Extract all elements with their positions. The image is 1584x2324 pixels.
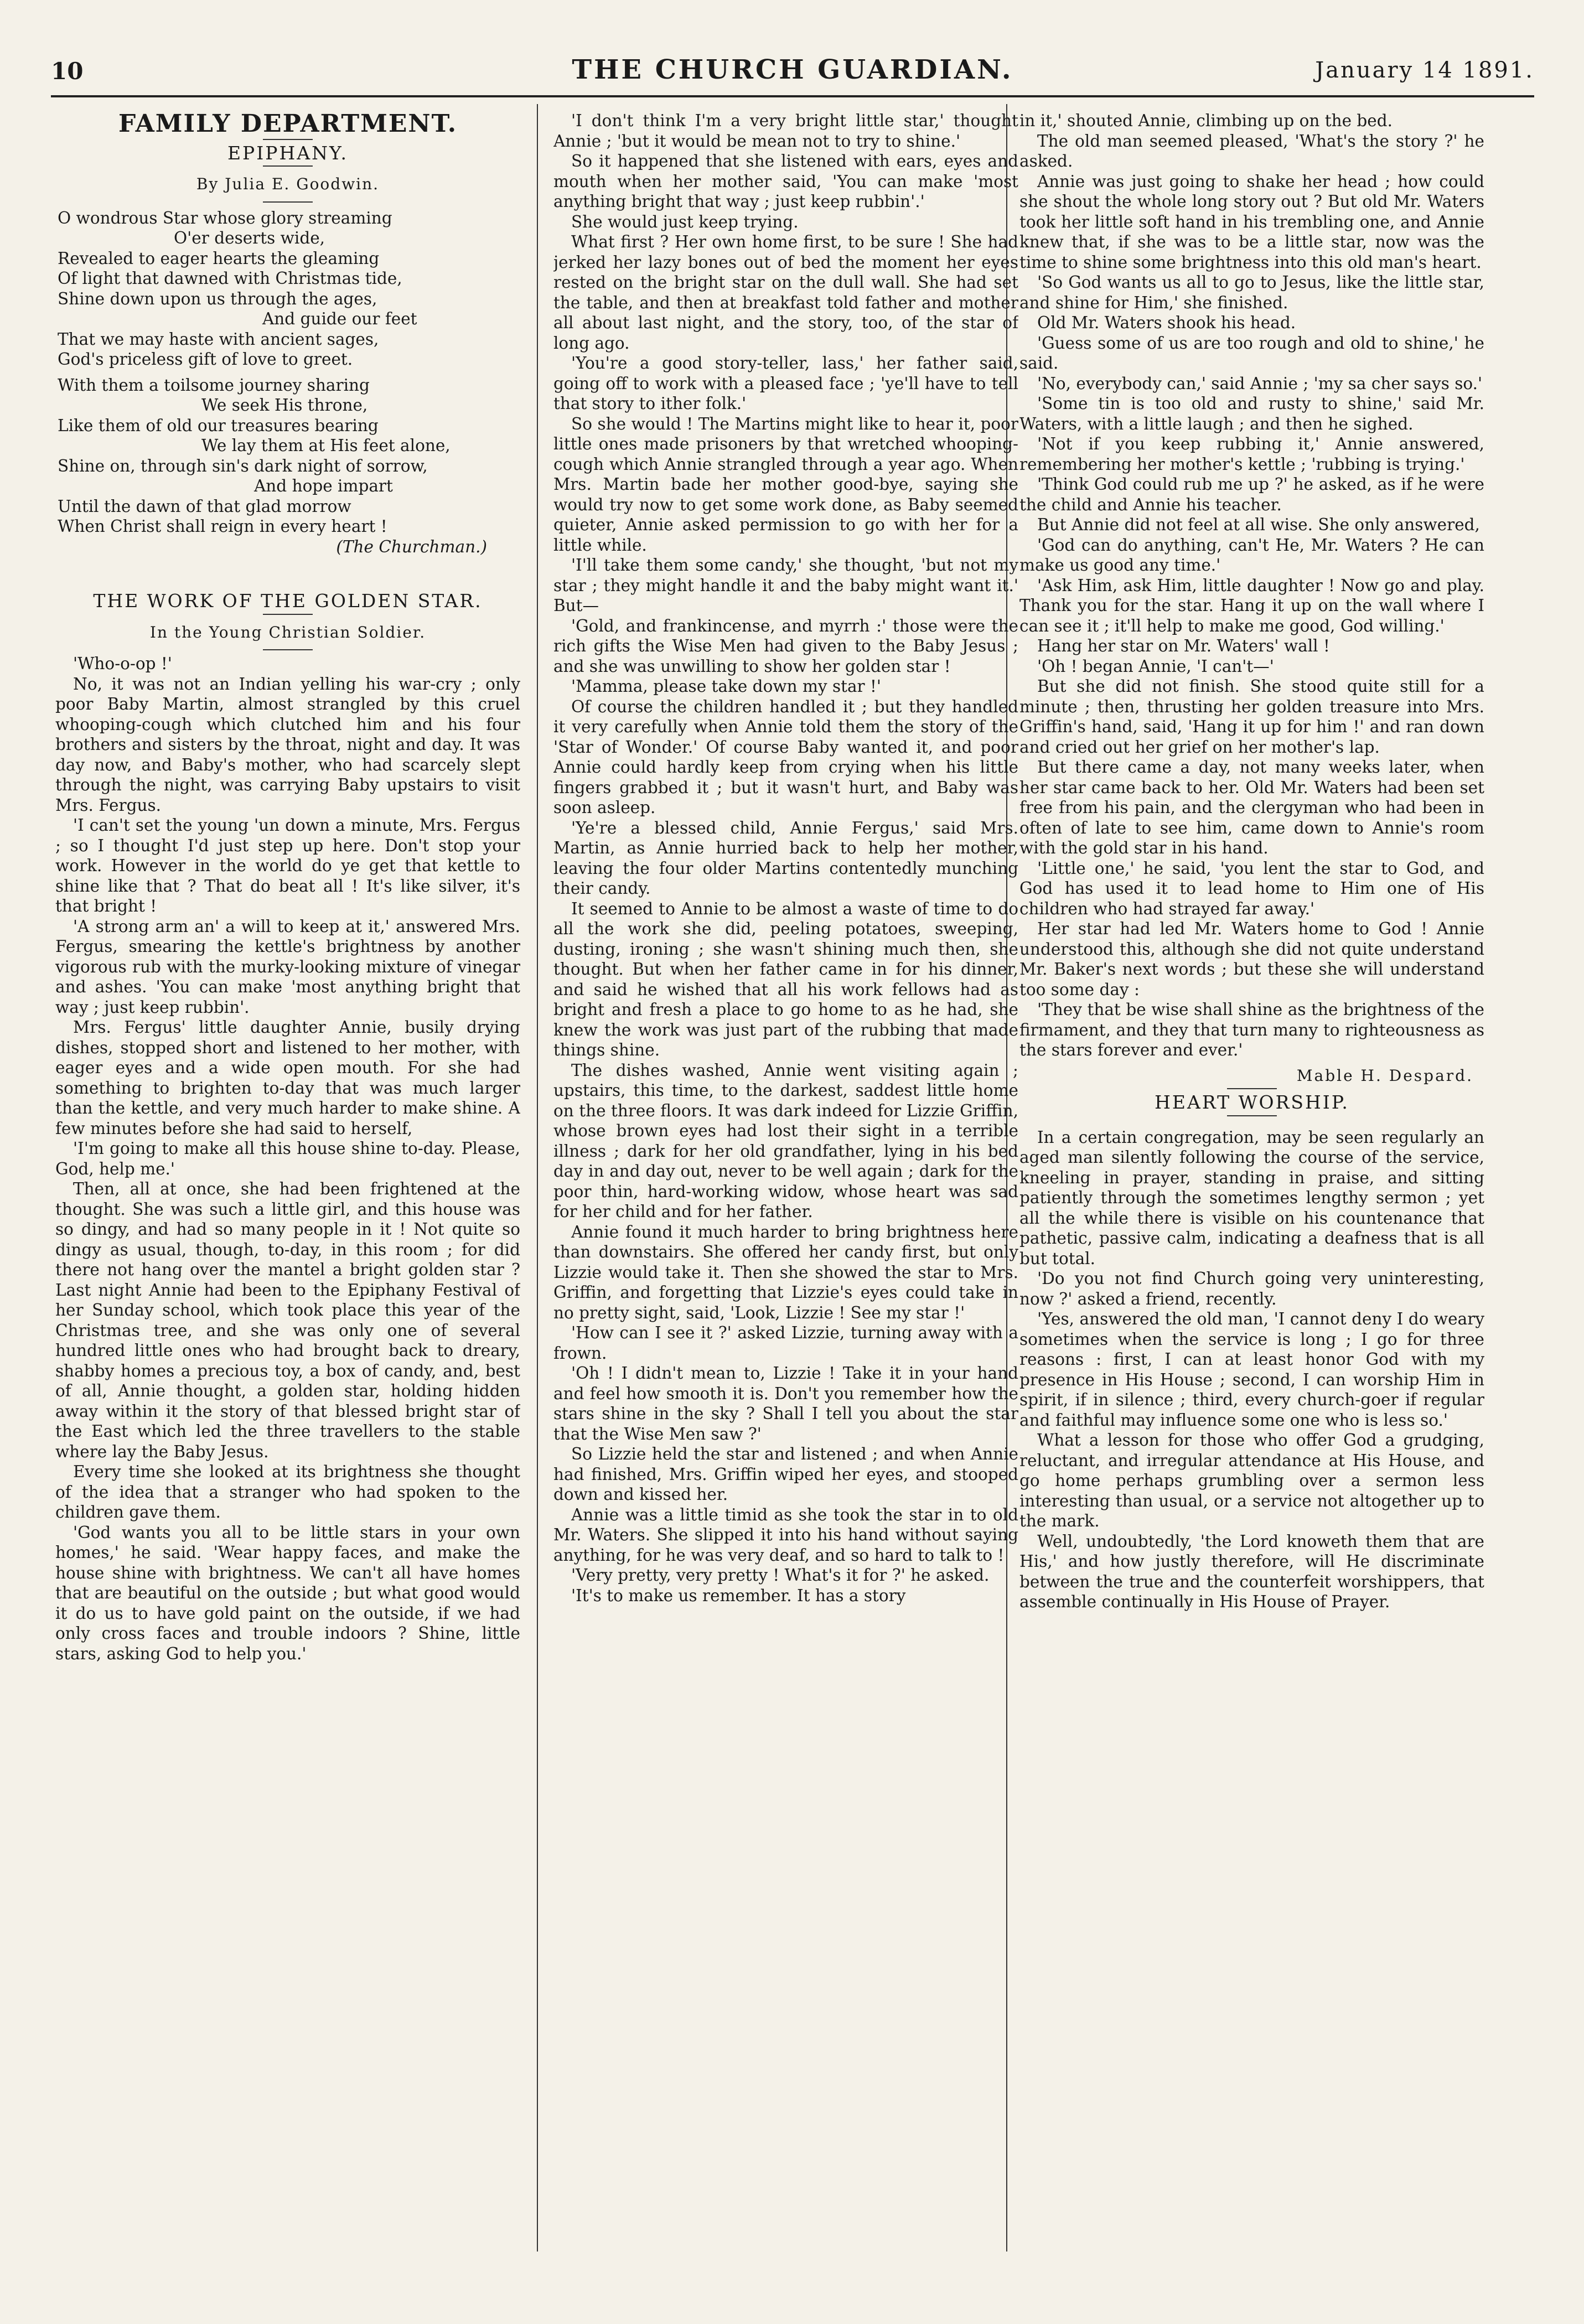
story-paragraph: The old man seemed pleased, 'What's the story ?' he asked. — [1019, 131, 1484, 170]
story-paragraph: So it happened that she listened with ears, eyes and mouth when her mother said, 'You can make 'most anything bright that way ; just keep rubbin'.' — [553, 152, 1018, 211]
story-paragraph: 'God can do anything, can't He, Mr. Waters ? He can make us good any time.' — [1019, 535, 1484, 574]
story-paragraph: So she would ! The Martins might like to hear it, poor little ones made prisoners by that wretched whooping-cough which Annie strangled through a year ago. When Mrs. Martin bade her mother good-bye, saying she would try now to get some work done, as Baby seemed quieter, Annie asked permission to go with her for a little while. — [553, 414, 1018, 555]
author-signature: Mable H. Despard. — [1296, 1066, 1473, 1085]
story-paragraph: 'You're a good story-teller, lass,' her father said, going off to work with a pleased face ; 'ye'll have to tell that story to ither folk.' — [553, 354, 1018, 413]
column-divider — [537, 104, 538, 2251]
story-paragraph: The dishes washed, Annie went visiting again ; upstairs, this time, to the darkest, saddest little home on the three floors. It was dark indeed for Lizzie Griffin, whose brown eyes had lost their sight in a terrible illness ; dark for her old grandfather, lying in his bed day in and day out, never to be well again ; dark for the poor thin, hard-working widow, whose heart was sad for her child and for her father. — [553, 1060, 1018, 1221]
story-paragraph: 'How can I see it ?' asked Lizzie, turning away with a frown. — [553, 1323, 1018, 1363]
divider — [263, 649, 313, 650]
article-paragraph: What a lesson for those who offer God a grudging, reluctant, and irregular attendance at His House, and go home perhaps grumbling over a sermon less interesting than usual, or a service not altogether up to the mark. — [1019, 1431, 1484, 1530]
story-paragraph: 'I'm going to make all this house shine to-day. Please, God, help me.' — [55, 1139, 520, 1178]
story-paragraph: 'Guess some of us are too rough and old to shine,' he said. — [1019, 333, 1484, 372]
poem-title: EPIPHANY. — [227, 142, 349, 164]
poem-line: With them a toilsome journey sharing — [58, 375, 370, 395]
divider — [263, 165, 313, 167]
poem-source: (The Churchman.) — [336, 537, 487, 556]
poem-line: When Christ shall reign in every heart ! — [58, 517, 387, 536]
poem-line: We seek His throne, — [201, 396, 368, 415]
poem-line: O wondrous Star whose glory streaming — [58, 208, 392, 227]
poem-line: We lay them at His feet alone, — [201, 436, 451, 455]
issue-date: January 14 1891. — [1315, 58, 1534, 83]
story-paragraph: No, it was not an Indian yelling his war-cry ; only poor Baby Martin, almost strangled by this cruel whooping-cough which clutched him and his four brothers and sisters by the throat, night and day. It was day now, and Baby's mother, who had scarcely slept through the night, was carrying Baby upstairs to visit Mrs. Fergus. — [55, 674, 520, 815]
divider — [1227, 1088, 1277, 1089]
article-paragraph: 'Yes, answered the old man, 'I cannot deny I do weary sometimes when the service is long ; I go for three reasons : first, I can at least honor God with my presence in His House ; second, I can worship Him in spirit, if in silence ; third, every church-goer if regular and faithful may influence some one who is less so.' — [1019, 1309, 1484, 1430]
story-paragraph: 'So God wants us all to go to Jesus, like the little star, and shine for Him,' she finished. — [1019, 273, 1484, 312]
story-paragraph: 'Some tin is too old and rusty to shine,' said Mr. Waters, with a little laugh ; and then he sighed. — [1019, 394, 1484, 433]
article-paragraph: 'Do you not find Church going very uninteresting, now ?' asked a friend, recently. — [1019, 1269, 1484, 1308]
poem-line: Like them of old our treasures bearing — [58, 416, 379, 435]
story-paragraph: 'Ye're a blessed child, Annie Fergus,' said Mrs. Martin, as Annie hurried back to help her mother, leaving the four older Martins contentedly munching their candy. — [553, 818, 1018, 898]
story-paragraph: 'Not if you keep rubbing it,' Annie answered, remembering her mother's kettle ; 'rubbing is trying.' — [1019, 434, 1484, 474]
story-paragraph: 'A strong arm an' a will to keep at it,' answered Mrs. Fergus, smearing the kettle's brightness by another vigorous rub with the murky-looking mixture of vinegar and ashes. 'You can make 'most anything bright that way ; just keep rubbin'. — [55, 917, 520, 1017]
column-2 — [553, 111, 1018, 2258]
story-paragraph: Her star had led Mr. Waters home to God ! Annie understood this, although she did not quite understand Mr. Baker's next words ; but these she will understand too some day : — [1019, 919, 1484, 999]
poem-line: Until the dawn of that glad morrow — [58, 496, 351, 516]
story-paragraph: So Lizzie held the star and listened ; and when Annie had finished, Mrs. Griffin wiped her eyes, and stooped down and kissed her. — [553, 1445, 1018, 1504]
story-paragraph: 'Mamma, please take down my star !' — [571, 677, 881, 696]
story-paragraph: But there came a day, not many weeks later, when her star came back to her. Old Mr. Waters had been set free from his pain, and the clergyman who had been in often of late to see him, came down to Annie's room with the gold star in his hand. — [1019, 758, 1484, 857]
column-1 — [55, 111, 520, 2258]
story-paragraph: Annie was just going to shake her head ; how could she shout the whole long story out ? But old Mr. Waters took her little soft hand in his trembling one, and Annie knew that, if she was to be a little star, now was the time to shine some brightness into this old man's heart. — [1019, 172, 1484, 272]
story-paragraph: Annie found it much harder to bring brightness here than downstairs. She offered her candy first, but only Lizzie would take it. Then she showed the star to Mrs. Griffin, and forgetting that Lizzie's eyes could take in no pretty sight, said, 'Look, Lizzie ! See my star !' — [553, 1222, 1018, 1322]
poem-line: God's priceless gift of love to greet. — [58, 350, 353, 369]
story-paragraph: Hang her star on Mr. Waters' wall ! — [1037, 636, 1330, 655]
column-3 — [1019, 111, 1484, 2258]
poem-byline: By Julia E. Goodwin. — [196, 175, 380, 193]
story-paragraph: Annie was a little timid as she took the star in to old Mr. Waters. She slipped it into his hand without saying anything, for he was very deaf, and so hard to talk to ! — [553, 1505, 1018, 1565]
story-paragraph: 'God wants you all to be little stars in your own homes,' he said. 'Wear happy faces, and make the house shine with brightness. We can't all have homes that are beautiful on the outside ; but what good would it do us to have gold paint on the outside, if we had only cross faces and trouble indoors ? Shine, little stars, asking God to help you.' — [55, 1523, 520, 1663]
story-paragraph: 'Gold, and frankincense, and myrrh :' those were the rich gifts the Wise Men had given to the Baby Jesus ; and she was unwilling to show her golden star ! — [553, 616, 1018, 676]
story-paragraph: in it,' shouted Annie, climbing up on the bed. — [1019, 111, 1393, 130]
story-paragraph: Old Mr. Waters shook his head. — [1037, 313, 1296, 332]
story-paragraph: But Annie did not feel at all wise. She only answered, — [1037, 515, 1480, 534]
story-paragraph: Every time she looked at its brightness she thought of the idea that a stranger who had spoken to the children gave them. — [55, 1462, 520, 1521]
article-title: HEART WORSHIP. — [1155, 1091, 1349, 1113]
story-paragraph: Then, all at once, she had been frightened at the thought. She was such a little girl, and this house was so dingy, and had so many people in it ! Not quite so dingy as usual, though, to-day, in this room ; for did there not hang over the mantel a bright golden star ? Last night Annie had been to the Epiphany Festival of her Sunday school, which took place this year of the Christmas tree, and she was only one of several hundred little ones who had brought back to dreary, shabby homes a precious toy, a box of candy, and, best of all, Annie thought, a golden star, holding hidden away within it the story of that blessed bright star of the East which led the three travellers to the stable where lay the Baby Jesus. — [55, 1179, 520, 1461]
poem-line: O'er deserts wide, — [174, 229, 325, 247]
story-paragraph: Of course the children handled it ; but they handled it very carefully when Annie told them the story of the 'Star of Wonder.' Of course Baby wanted it, and poor Annie could hardly keep from crying when his little fingers grabbed it ; but it wasn't hurt, and Baby was soon asleep. — [553, 697, 1018, 817]
divider — [263, 139, 313, 140]
poem-line: And hope impart — [254, 477, 393, 495]
story-paragraph: 'Oh ! began Annie, 'I can't—' — [1037, 656, 1274, 676]
article-paragraph: In a certain congregation, may be seen regularly an aged man silently following the course of the service, kneeling in prayer, standing in praise, and sitting patiently through the sometimes lengthy sermon ; yet all the while there is visible on his countenance that pathetic, passive calm, indicating a deafness that is all but total. — [1019, 1127, 1484, 1268]
poem-line: Revealed to eager hearts the gleaming — [58, 249, 380, 268]
article-paragraph: Well, undoubtedly, 'the Lord knoweth them that are His,' and how justly therefore, will He discriminate between the true and the counterfeit worshippers, that assemble continually in His House of Prayer. — [1019, 1531, 1484, 1611]
story-paragraph: She would just keep trying. — [571, 212, 799, 231]
divider — [1227, 1115, 1277, 1116]
divider — [263, 614, 313, 615]
newspaper-title: THE CHURCH GUARDIAN. — [572, 54, 1013, 85]
story-paragraph: Mrs. Fergus' little daughter Annie, busily drying dishes, stopped short and listened to her mother, with eager eyes and a wide open mouth. For she had something to brighten to-day that was much larger than the kettle, and very much harder to make shine. A few minutes before she had said to herself, — [55, 1018, 520, 1138]
story-paragraph: 'Oh ! I didn't mean to, Lizzie ! Take it in your hand and feel how smooth it is. Don't you remember how the stars shine in the sky ? Shall I tell you about the star that the Wise Men saw ?' — [553, 1364, 1018, 1443]
story-paragraph: 'I can't set the young 'un down a minute, Mrs. Fergus ; so I thought I'd just step up here. Don't stop your work. However in the world do ye get that kettle to shine like that ? That do beat all ! It's like silver, it's that bright ! — [55, 816, 520, 915]
story-title: THE WORK OF THE GOLDEN STAR. — [93, 590, 483, 612]
poem-line: That we may haste with ancient sages, — [58, 329, 379, 349]
page-number: 10 — [51, 58, 84, 85]
poem-line: And guide our feet — [262, 309, 417, 328]
story-paragraph: 'It's to make us remember. It has a story — [571, 1586, 906, 1605]
masthead — [51, 54, 1534, 89]
header-rule — [51, 95, 1534, 97]
story-paragraph: 'I don't think I'm a very bright little star,' thought Annie ; 'but it would be mean not to try to shine.' — [553, 111, 1018, 151]
story-paragraph: 'Ask Him, ask Him, little daughter ! Now go and play. Thank you for the star. Hang it up on the wall where I can see it ; it'll help to make me good, God willing.' — [1019, 576, 1484, 635]
story-paragraph: 'I'll take them some candy,' she thought, 'but not my star ; they might handle it and the baby might want it.' But— — [553, 556, 1018, 615]
poem-line: Shine down upon us through the ages, — [58, 289, 377, 308]
story-source: In the Young Christian Soldier. — [149, 623, 426, 641]
poem-line: Shine on, through sin's dark night of sorrow, — [58, 456, 428, 475]
story-paragraph: 'Who-o-op !' — [73, 654, 172, 673]
poem-line: Of light that dawned with Christmas tide, — [58, 269, 402, 288]
story-paragraph: It seemed to Annie to be almost a waste of time to do all the work she did, peeling potatoes, sweeping, dusting, ironing ; she wasn't shining much then, she thought. But when her father came in for his dinner, and said he wished that all his work fellows had as bright and fresh a place to go home to as he had, she knew the work was just part of the rubbing that made things shine. — [553, 899, 1018, 1059]
poem — [58, 208, 520, 557]
story-paragraph: But she did not finish. She stood quite still for a minute ; then, thrusting her golden treasure into Mrs. Griffin's hand, said, 'Hang it up for him !' and ran down and cried out her grief on her mother's lap. — [1019, 677, 1484, 757]
department-heading: FAMILY DEPARTMENT. — [118, 111, 458, 138]
story-paragraph: What first ? Her own home first, to be sure ! She had jerked her lazy bones out of bed the moment her eyes rested on the bright star on the dull wall. She had set the table, and then at breakfast told father and mother all about last night, and the story, too, of the star of long ago. — [553, 232, 1018, 353]
story-paragraph: 'Very pretty, very pretty ! What's it for ?' he asked. — [571, 1566, 990, 1585]
story-paragraph: 'They that be wise shall shine as the brightness of the firmament, and they that turn many to righteousness as the stars forever and ever.' — [1019, 1000, 1484, 1059]
divider — [263, 201, 313, 203]
story-paragraph: 'No, everybody can,' said Annie ; 'my sa cher says so.' — [1037, 374, 1483, 393]
story-paragraph: 'Little one,' he said, 'you lent the star to God, and God has used it to lead home to Him one of His children who had strayed far away.' — [1019, 858, 1484, 918]
story-paragraph: 'Think God could rub me up ?' he asked, as if he were the child and Annie his teacher. — [1019, 475, 1484, 514]
